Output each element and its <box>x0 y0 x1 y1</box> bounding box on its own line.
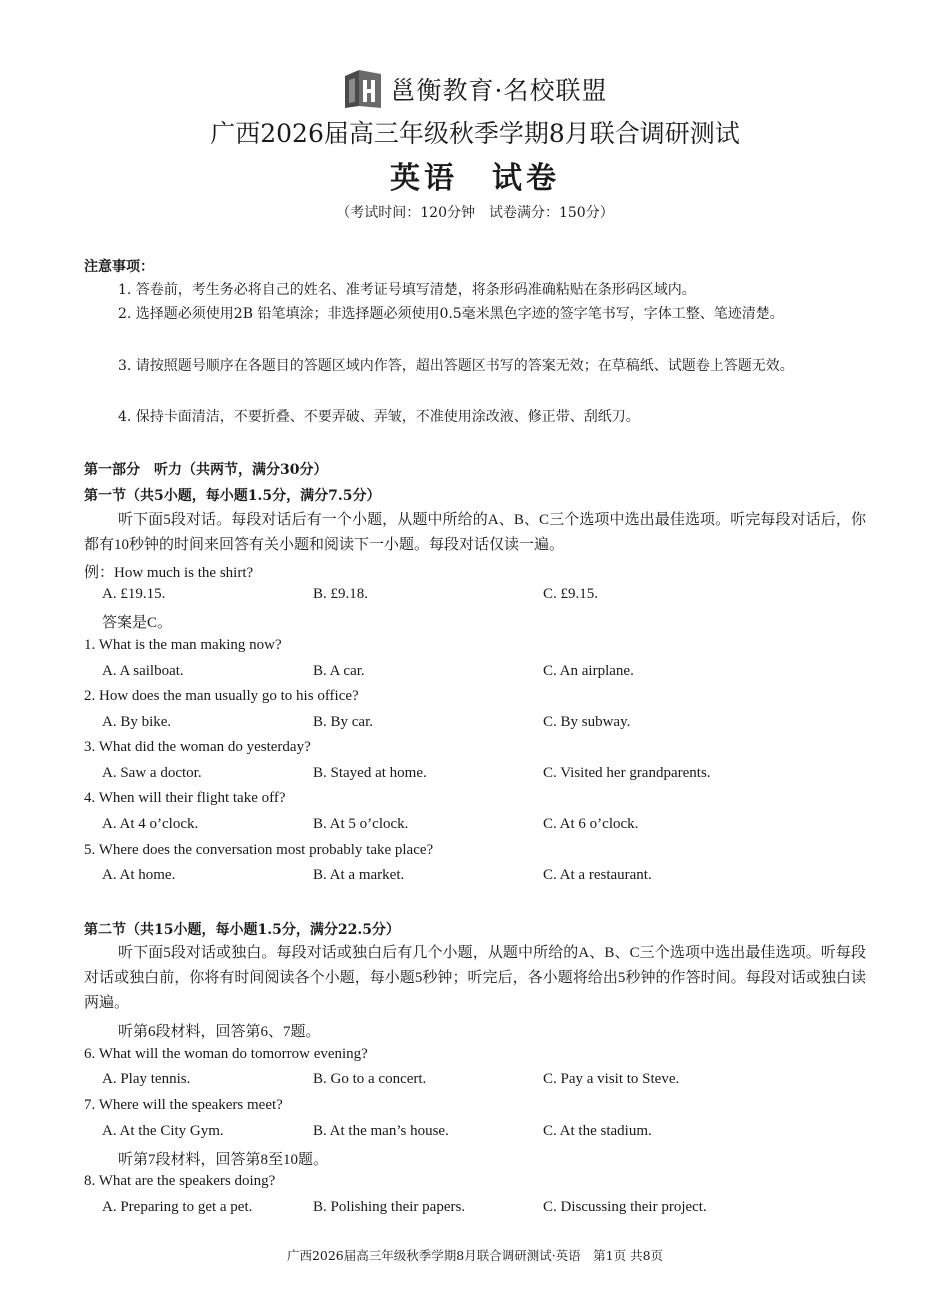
exam-title: 广西2026届高三年级秋季学期8月联合调研测试 <box>210 119 740 148</box>
option-a: A. By bike. <box>102 714 172 730</box>
option-b: B. At the man’s house. <box>313 1123 449 1139</box>
option-b: B. Go to a concert. <box>313 1071 427 1087</box>
question-3: 3. What did the woman do yesterday? <box>84 739 311 755</box>
question-5: 5. Where does the conversation most probably take place? <box>84 842 434 858</box>
option-b: B. Stayed at home. <box>313 765 427 781</box>
question-6: 6. What will the woman do tomorrow evening? <box>84 1046 368 1062</box>
option-a: A. Play tennis. <box>102 1071 191 1087</box>
option-b: B. Polishing their papers. <box>313 1199 466 1215</box>
option-c: C. Visited her grandparents. <box>543 765 711 781</box>
option-c: C. An airplane. <box>543 663 634 679</box>
option-b: B. By car. <box>313 714 373 730</box>
exam-meta: （考试时间：120分钟 试卷满分：150分） <box>336 205 614 221</box>
option-b: B. At 5 o’clock. <box>313 816 409 832</box>
example-question: 例：How much is the shirt? <box>84 565 254 581</box>
brand-name: 邕衡教育·名校联盟 <box>390 76 608 105</box>
notice-item: 3. 请按照题号顺序在各题目的答题区域内作答，超出答题区书写的答案无效；在草稿纸、试题卷上答题无效。 <box>118 358 794 374</box>
notice-heading: 注意事项： <box>84 259 154 275</box>
question-1: 1. What is the man making now? <box>84 637 282 653</box>
section1-instructions: 听下面5段对话。每段对话后有一个小题，从题中所给的A、B、C三个选项中选出最佳选项。听完每段对话后，你都有10秒钟的时间来回答有关小题和阅读下一小题。每段对话仅读一遍。 <box>84 512 866 553</box>
example-option-a: A. £19.15. <box>102 586 166 602</box>
option-c: C. At a restaurant. <box>543 867 652 883</box>
question-2: 2. How does the man usually go to his office? <box>84 688 359 704</box>
option-a: A. Saw a doctor. <box>102 765 202 781</box>
book-logo-icon <box>343 68 383 110</box>
example-option-c: C. £9.15. <box>543 586 599 602</box>
notice-item: 4. 保持卡面清洁，不要折叠、不要弄破、弄皱，不准使用涂改液、修正带、刮纸刀。 <box>118 409 640 425</box>
option-a: A. A sailboat. <box>102 663 184 679</box>
example-answer: 答案是C。 <box>102 615 173 631</box>
part1-title: 第一部分 听力（共两节，满分30分） <box>84 462 328 478</box>
option-a: A. At the City Gym. <box>102 1123 224 1139</box>
option-a: A. Preparing to get a pet. <box>102 1199 253 1215</box>
brand-header <box>0 68 950 114</box>
option-b: B. At a market. <box>313 867 405 883</box>
option-c: C. Pay a visit to Steve. <box>543 1071 680 1087</box>
section1-title: 第一节（共5小题，每小题1.5分，满分7.5分） <box>84 488 381 504</box>
material-6-note: 听第6段材料，回答第6、7题。 <box>118 1024 321 1040</box>
example-option-b: B. £9.18. <box>313 586 369 602</box>
question-4: 4. When will their flight take off? <box>84 790 286 806</box>
question-8: 8. What are the speakers doing? <box>84 1173 276 1189</box>
section2-title: 第二节（共15小题，每小题1.5分，满分22.5分） <box>84 922 400 938</box>
option-c: C. At the stadium. <box>543 1123 652 1139</box>
notice-item: 1. 答卷前，考生务必将自己的姓名、准考证号填写清楚，将条形码准确粘贴在条形码区域内。 <box>118 282 696 298</box>
section2-instructions: 听下面5段对话或独白。每段对话或独白后有几个小题，从题中所给的A、B、C三个选项中选出最佳选项。听每段对话或独白前，你将有时间阅读各个小题，每小题5秒钟；听完后，各小题将给出5秒钟的作答时间。每段对话或独白读两遍。 <box>84 945 866 1011</box>
option-a: A. At home. <box>102 867 176 883</box>
option-b: B. A car. <box>313 663 365 679</box>
option-c: C. By subway. <box>543 714 631 730</box>
question-7: 7. Where will the speakers meet? <box>84 1097 283 1113</box>
subject-title: 英语 试卷 <box>390 161 560 196</box>
notice-item: 2. 选择题必须使用2B 铅笔填涂；非选择题必须使用0.5毫米黑色字迹的签字笔书写，字体工整、笔迹清楚。 <box>118 306 784 322</box>
page-footer: 广西2026届高三年级秋季学期8月联合调研测试·英语 第1页 共8页 <box>286 1248 664 1263</box>
material-7-note: 听第7段材料，回答第8至10题。 <box>118 1152 329 1168</box>
option-c: C. Discussing their project. <box>543 1199 707 1215</box>
option-a: A. At 4 o’clock. <box>102 816 199 832</box>
option-c: C. At 6 o’clock. <box>543 816 639 832</box>
